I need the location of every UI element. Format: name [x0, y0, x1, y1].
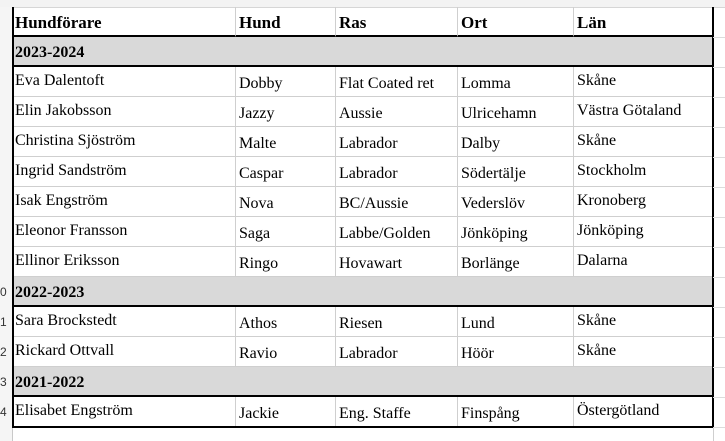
group-label: 2021-2022: [15, 374, 85, 391]
table-cell-text: Jönköping: [461, 225, 528, 242]
table-cell[interactable]: [12, 307, 236, 337]
table-row: [12, 127, 713, 157]
table-cell[interactable]: [458, 97, 574, 127]
gridline: [713, 187, 725, 188]
table-cell[interactable]: [574, 337, 713, 367]
row-number[interactable]: [0, 225, 12, 241]
table-cell[interactable]: [236, 217, 336, 247]
row-number[interactable]: [0, 105, 12, 121]
gridline: [713, 97, 725, 98]
table-cell-text: Eva Dalentoft: [15, 72, 105, 89]
gridline: [713, 217, 725, 218]
table-cell-text: Dalby: [461, 135, 501, 152]
table-cell[interactable]: [336, 157, 458, 187]
table-cell[interactable]: [574, 397, 713, 427]
gridline: [713, 247, 725, 248]
table-cell[interactable]: [336, 187, 458, 217]
header-cell[interactable]: [574, 7, 713, 37]
row-number[interactable]: 2: [0, 345, 7, 359]
gridline: [713, 397, 725, 398]
table-cell-text: Athos: [239, 315, 278, 332]
table-cell-text: Saga: [239, 225, 271, 242]
table-cell-text: Jönköping: [577, 222, 644, 239]
table-cell[interactable]: [12, 67, 236, 97]
table-cell[interactable]: [458, 337, 574, 367]
group-label-cell[interactable]: [12, 277, 713, 307]
table-cell[interactable]: [574, 67, 713, 97]
header-cell[interactable]: [336, 7, 458, 37]
table-cell[interactable]: [12, 397, 236, 427]
row-number[interactable]: [0, 165, 12, 181]
table-cell-text: Borlänge: [461, 255, 520, 272]
table-cell[interactable]: [12, 247, 236, 277]
row-number[interactable]: [0, 135, 12, 151]
table-cell[interactable]: [236, 157, 336, 187]
table-cell-text: Finspång: [461, 405, 520, 422]
table-row: [12, 337, 713, 367]
header-cell-text: Hund: [239, 13, 281, 32]
table-cell[interactable]: [458, 157, 574, 187]
table-cell[interactable]: [12, 127, 236, 157]
table-cell-text: Skåne: [577, 312, 617, 329]
table-cell-text: Caspar: [239, 165, 284, 182]
gridline: [713, 307, 725, 308]
table-cell[interactable]: [574, 157, 713, 187]
table-border-bottom: [12, 426, 714, 428]
table-cell-text: Labrador: [339, 165, 398, 182]
table-cell-text: Isak Engström: [15, 192, 108, 209]
table-cell[interactable]: [12, 187, 236, 217]
gridline: [713, 37, 725, 38]
table-cell-text: Skåne: [577, 132, 617, 149]
table-cell[interactable]: [458, 187, 574, 217]
table-cell-text: Vederslöv: [461, 195, 525, 212]
table-row: [12, 187, 713, 217]
header-cell-text: Ort: [461, 13, 488, 32]
table-cell[interactable]: [458, 307, 574, 337]
group-label-cell[interactable]: [12, 37, 713, 67]
table-cell[interactable]: [458, 397, 574, 427]
group-row: [12, 367, 713, 397]
table-cell-text: Rickard Ottvall: [15, 342, 115, 359]
header-cell-text: Ras: [339, 13, 367, 32]
gridline: [713, 337, 725, 338]
table-cell[interactable]: [458, 217, 574, 247]
table-cell[interactable]: [12, 217, 236, 247]
header-cell[interactable]: [458, 7, 574, 37]
table-cell-text: Flat Coated ret: [339, 75, 435, 92]
table-cell-text: Aussie: [339, 105, 383, 122]
table-cell[interactable]: [236, 307, 336, 337]
table-cell[interactable]: [12, 157, 236, 187]
table-row: [12, 397, 713, 427]
header-cell-text: Län: [577, 13, 607, 32]
table-cell-text: Ravio: [239, 345, 278, 362]
gridline: [713, 367, 725, 368]
gridline: [713, 157, 725, 158]
table-cell-text: Dalarna: [577, 252, 628, 269]
row-number[interactable]: 0: [0, 285, 7, 299]
table-row: [12, 247, 713, 277]
table-cell-text: BC/Aussie: [339, 195, 409, 212]
gridline: [713, 427, 725, 428]
table-cell-text: Jazzy: [239, 105, 275, 122]
table-cell[interactable]: [336, 67, 458, 97]
row-number[interactable]: [0, 255, 12, 271]
table-cell-text: Kronoberg: [577, 192, 647, 209]
table-cell-text: Ingrid Sandström: [15, 162, 127, 179]
table-cell[interactable]: [336, 337, 458, 367]
table-cell[interactable]: [336, 307, 458, 337]
header-row: [12, 7, 713, 37]
table-row: [12, 217, 713, 247]
table-cell[interactable]: [236, 97, 336, 127]
row-number[interactable]: 4: [0, 405, 7, 419]
table-cell-text: Labbe/Golden: [339, 225, 431, 242]
table-cell-text: Labrador: [339, 345, 398, 362]
table-cell-text: Lomma: [461, 75, 511, 92]
table-cell-text: Södertälje: [461, 165, 526, 182]
table-cell-text: Nova: [239, 195, 274, 212]
table-cell-text: Höör: [461, 345, 494, 362]
table-cell[interactable]: [336, 217, 458, 247]
table-row: [12, 97, 713, 127]
table-cell-text: Elin Jakobsson: [15, 102, 112, 119]
row-number[interactable]: [0, 45, 12, 61]
row-number[interactable]: [0, 195, 12, 211]
table-cell[interactable]: [574, 307, 713, 337]
header-cell[interactable]: [12, 7, 236, 37]
header-cell[interactable]: [236, 7, 336, 37]
table-cell-text: Eleonor Fransson: [15, 222, 128, 239]
table-cell-text: Stockholm: [577, 162, 647, 179]
table-cell[interactable]: [336, 127, 458, 157]
table-cell[interactable]: [574, 127, 713, 157]
group-row: [12, 277, 713, 307]
table-border-left: [12, 7, 14, 427]
table-cell-text: Riesen: [339, 315, 383, 332]
gridline: [713, 127, 725, 128]
table-cell[interactable]: [458, 127, 574, 157]
table-row: [12, 307, 713, 337]
table-cell[interactable]: [236, 187, 336, 217]
table-cell-text: Ringo: [239, 255, 279, 272]
group-label: 2022-2023: [15, 284, 85, 301]
row-number[interactable]: 3: [0, 375, 7, 389]
header-cell-text: Hundförare: [15, 13, 102, 32]
table-cell-text: Malte: [239, 135, 277, 152]
group-row: [12, 37, 713, 67]
table-cell[interactable]: [236, 127, 336, 157]
table-cell[interactable]: [458, 67, 574, 97]
table-cell-text: Västra Götaland: [577, 102, 682, 119]
table-cell[interactable]: [12, 97, 236, 127]
table-cell-text: Jackie: [239, 405, 279, 422]
table-cell-text: Sara Brockstedt: [15, 312, 117, 329]
table-cell[interactable]: [336, 397, 458, 427]
table-cell[interactable]: [12, 337, 236, 367]
table-cell[interactable]: [236, 337, 336, 367]
table-cell-text: Labrador: [339, 135, 398, 152]
table-cell[interactable]: [336, 97, 458, 127]
table-cell-text: Elisabet Engström: [15, 402, 133, 419]
row-number[interactable]: 1: [0, 315, 7, 329]
table-cell[interactable]: [574, 217, 713, 247]
row-number[interactable]: [0, 75, 12, 91]
next-column-edge: [713, 7, 725, 441]
table-cell-text: Lund: [461, 315, 495, 332]
table-cell[interactable]: [236, 67, 336, 97]
table-cell-text: Ellinor Eriksson: [15, 252, 120, 269]
gridline: [713, 277, 725, 278]
table-cell-text: Ulricehamn: [461, 105, 537, 122]
table-cell-text: Skåne: [577, 72, 617, 89]
row-number[interactable]: [0, 15, 12, 31]
group-label: 2023-2024: [15, 44, 85, 61]
table-cell[interactable]: [336, 247, 458, 277]
table-cell[interactable]: [574, 97, 713, 127]
table-cell[interactable]: [574, 187, 713, 217]
table-cell[interactable]: [236, 247, 336, 277]
gridline: [713, 67, 725, 68]
group-label-cell[interactable]: [12, 367, 713, 397]
table-cell-text: Eng. Staffe: [339, 405, 411, 422]
table-cell-text: Östergötland: [577, 402, 660, 419]
table-cell-text: Dobby: [239, 75, 283, 92]
table-cell-text: Skåne: [577, 342, 617, 359]
table-row: [12, 67, 713, 97]
table-cell[interactable]: [574, 247, 713, 277]
table-cell-text: Hovawart: [339, 255, 403, 272]
table-cell[interactable]: [236, 397, 336, 427]
table-row: [12, 157, 713, 187]
table-cell[interactable]: [458, 247, 574, 277]
table-cell-text: Christina Sjöström: [15, 132, 136, 149]
